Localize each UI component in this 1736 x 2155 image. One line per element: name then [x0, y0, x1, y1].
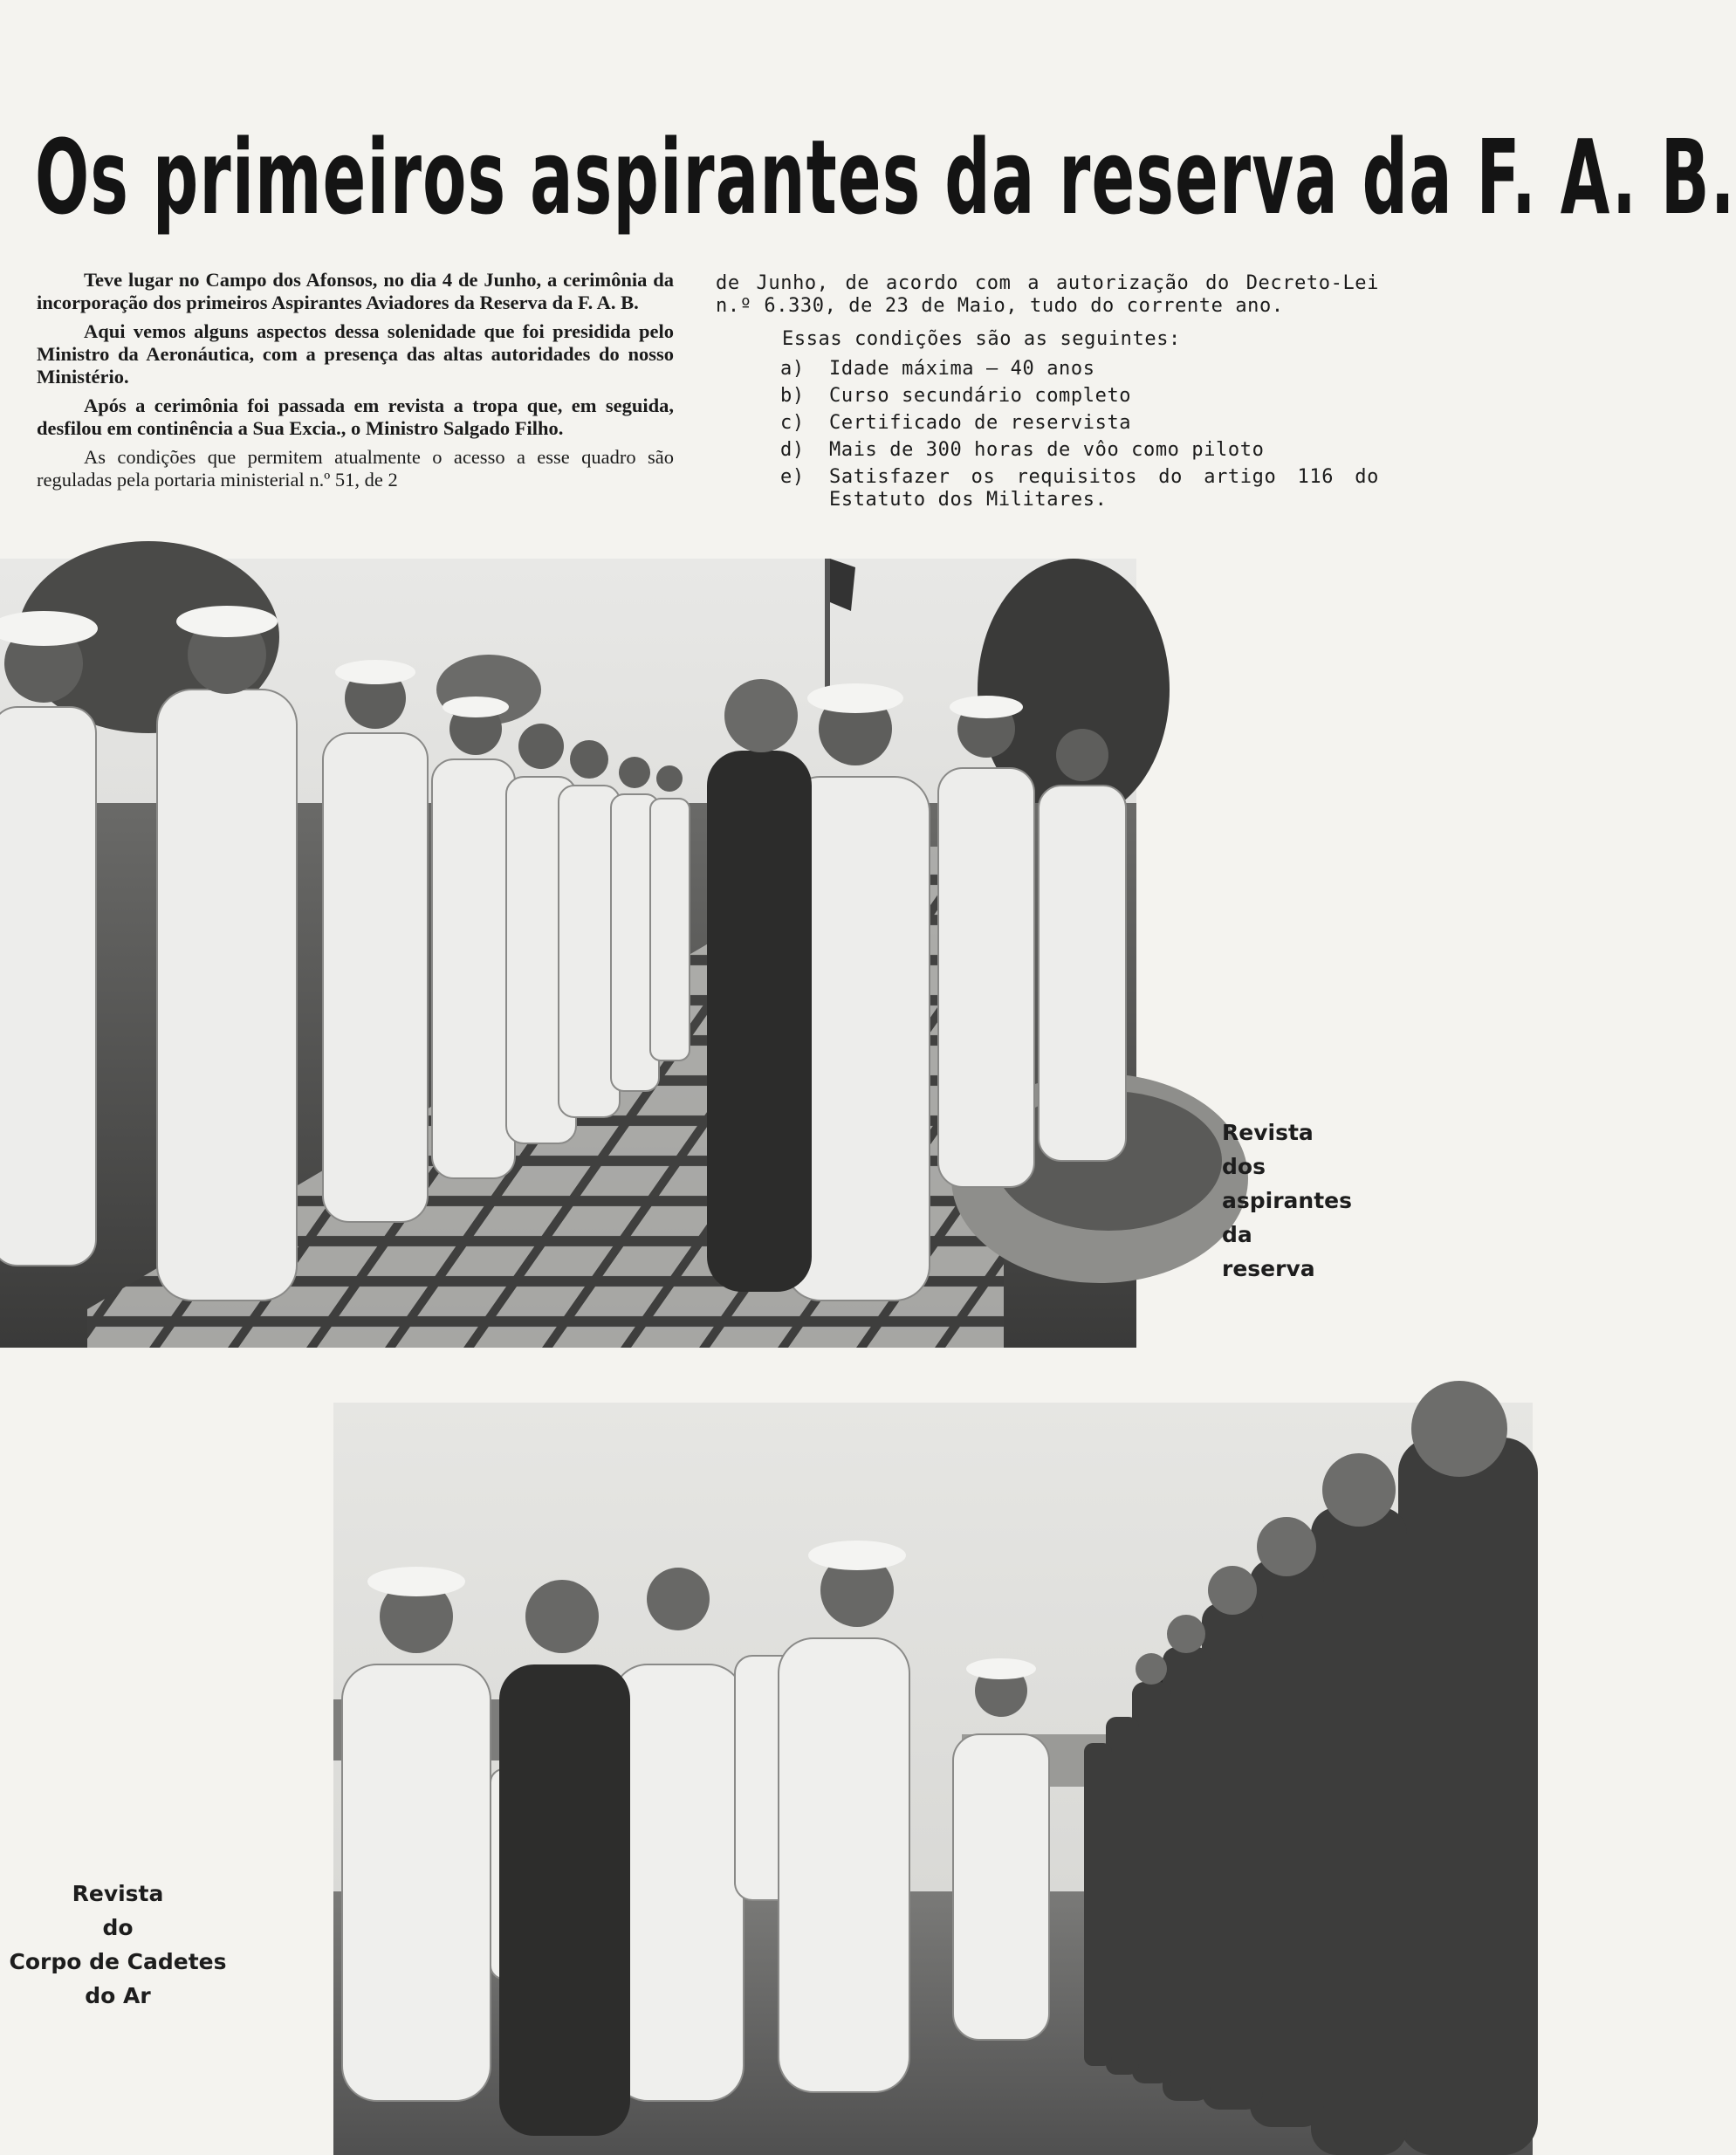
- photo2-caption: Revista do Corpo de Cadetes do Ar: [9, 1881, 227, 2008]
- list-item: c) Certificado de reservista: [780, 412, 1132, 434]
- article-left-column: [37, 269, 674, 498]
- article-right-column: [716, 272, 1379, 516]
- photo-review-aspirants: [0, 559, 1136, 1348]
- paragraph-1: Teve lugar no Campo dos Afonsos, no dia 4 de Junho, a cerimônia da incorporação dos primeiros Aspirantes Aviadores da Reserva da F. A. B.: [37, 269, 674, 313]
- list-item: b) Curso secundário completo: [780, 385, 1132, 407]
- paragraph-2: Aqui vemos alguns aspectos dessa solenidade que foi presidida pelo Ministro da Aeronáutica, com a presença das altas autoridades do nosso Ministério.: [37, 320, 674, 388]
- paragraph-4: As condições que permitem atualmente o acesso a esse quadro são reguladas pela portaria ministerial n.º 51, de 2: [37, 446, 674, 491]
- paragraph-3: Após a cerimônia foi passada em revista a tropa que, em seguida, desfilou em continência a Sua Excia., o Ministro Salgado Filho.: [37, 395, 674, 439]
- conditions-intro: Essas condições são as seguintes:: [782, 328, 1181, 350]
- photo1-caption: Revista dos aspirantes da reserva: [1222, 1120, 1352, 1281]
- page-title: Os primeiros aspirantes da reserva da F. A. B.: [35, 117, 1736, 237]
- photo-review-cadets: [333, 1403, 1533, 2155]
- list-item: e) Satisfazer os requisitos do artigo 116 do Estatuto dos Militares.: [780, 466, 1379, 511]
- list-item: d) Mais de 300 horas de vôo como piloto: [780, 439, 1265, 461]
- list-item: a) Idade máxima — 40 anos: [780, 358, 1095, 380]
- conditions-list: [716, 358, 1379, 511]
- paragraph-continuation: de Junho, de acordo com a autorização do Decreto-Lei n.º 6.330, de 23 de Maio, tudo do corrente ano.: [716, 272, 1379, 317]
